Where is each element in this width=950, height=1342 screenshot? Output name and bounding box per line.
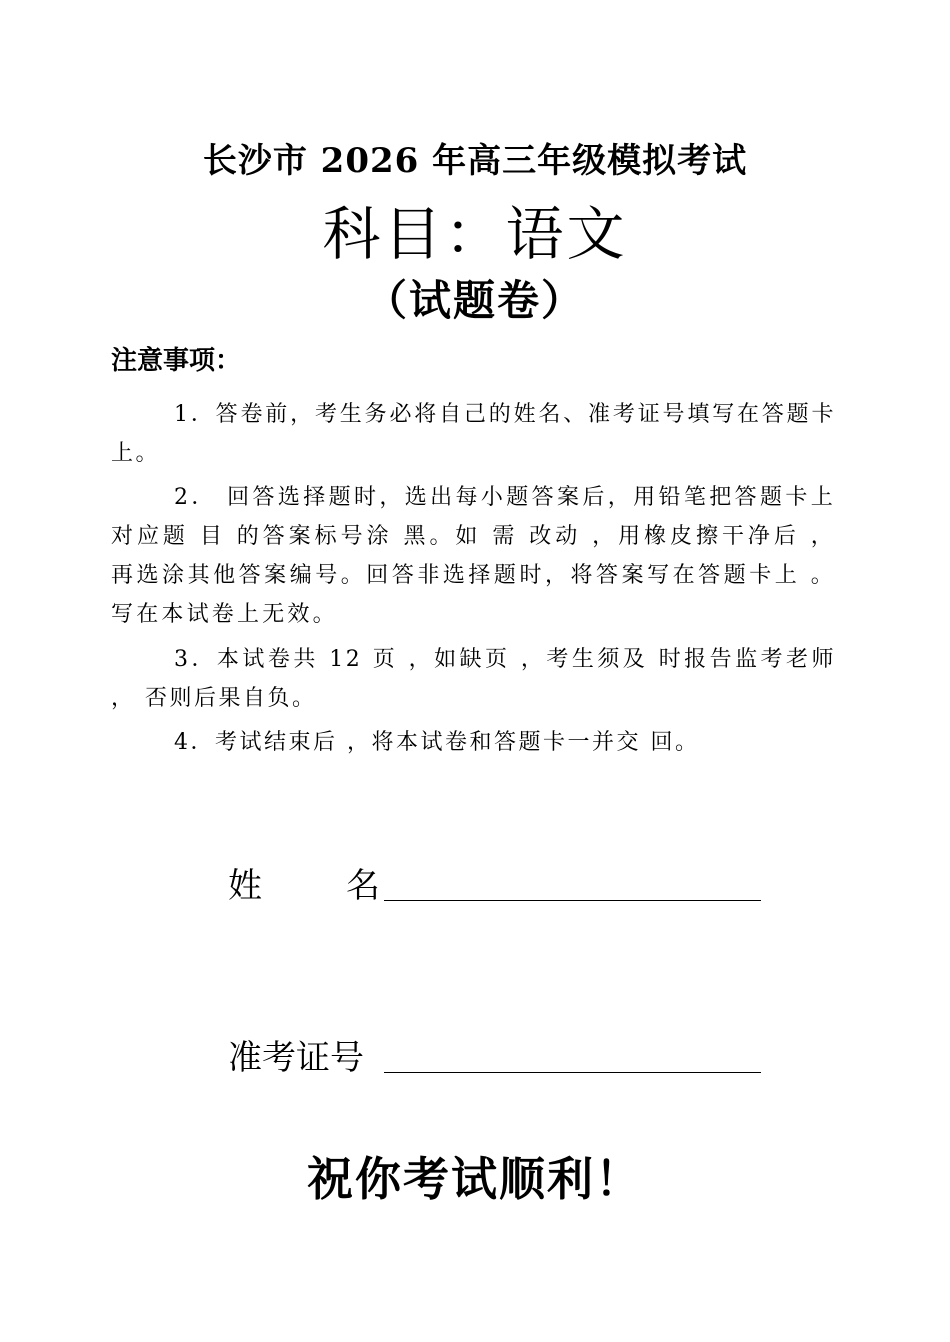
notice-item-2: 2． 回答选择题时，选出每小题答案后，用铅笔把答题卡上对应题 目 的答案标号涂 黑。如 需 改动 ，用橡皮擦干净后 ，再选涂其他答案编号。回答非选择题时，将答案写在答题卡上 。 写在本试卷上无效。	[111, 485, 836, 627]
name-field-row	[228, 858, 761, 907]
paper-type: （试题卷）	[364, 276, 585, 325]
notice-heading: 注意事项：	[111, 346, 242, 376]
exam-number-label: 准考证号	[228, 1038, 364, 1078]
name-blank[interactable]	[384, 866, 761, 901]
exam-number-blank[interactable]	[384, 1038, 761, 1073]
good-luck-message: 祝你考试顺利！	[307, 1152, 643, 1206]
exam-number-field-row	[228, 1030, 761, 1079]
notice-item-1: 1．答卷前，考生务必将自己的姓名、准考证号填写在答题卡上。	[111, 402, 836, 466]
exam-title: 长沙市 2026 年高三年级模拟考试	[202, 141, 748, 181]
notice-item-4: 4．考试结束后 ，将本试卷和答题卡一并交 回。	[174, 730, 700, 755]
name-label: 姓名	[228, 866, 464, 906]
subject-title: 科目：语文	[322, 200, 628, 268]
notice-item-3: 3．本试卷共 12 页 ，如缺页 ，考生须及 时报告监考老师 ， 否则后果自负。	[111, 647, 836, 711]
